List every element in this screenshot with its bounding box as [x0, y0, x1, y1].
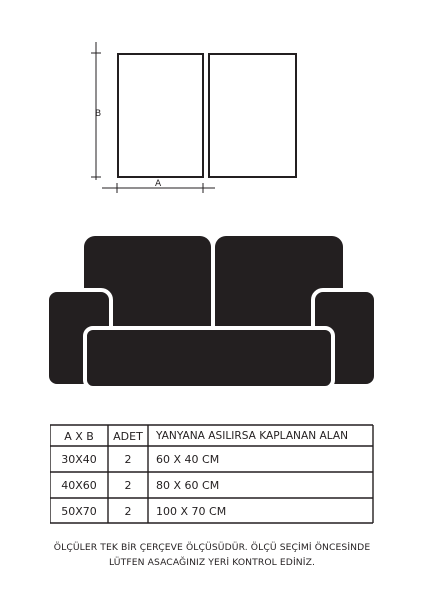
note-line-1: ÖLÇÜLER TEK BİR ÇERÇEVE ÖLÇÜSÜDÜR. ÖLÇÜ SEÇİMİ ÖNCESİNDE [53, 542, 371, 553]
table-row-1-count: 2 [124, 453, 132, 466]
header-adet: ADET [113, 429, 143, 443]
size-table [50, 424, 374, 524]
table-row-1-area: 60 X 40 CM [156, 453, 220, 466]
header-area: YANYANA ASILIRSA KAPLANAN ALAN [156, 430, 349, 442]
table-row-2-count: 2 [124, 479, 132, 492]
table-row-3-area: 100 X 70 CM [156, 504, 227, 518]
sofa-seat [85, 328, 333, 388]
table-row-3-count: 2 [124, 504, 132, 518]
panel-left [117, 53, 204, 178]
label-a: A [155, 179, 162, 189]
table-row-2-size: 40X60 [61, 479, 97, 492]
header-axb: A X B [64, 429, 94, 443]
panel-right [208, 53, 297, 178]
dimension-diagram [0, 0, 424, 200]
note-line-2: LÜTFEN ASACAĞINIZ YERİ KONTROL EDİNİZ. [109, 557, 315, 568]
table-row-3-size: 50X70 [61, 504, 97, 518]
sofa-illustration [0, 228, 424, 388]
table-row-1-size: 30X40 [61, 453, 97, 466]
label-b: B [95, 109, 102, 119]
table-row-2-area: 80 X 60 CM [156, 479, 220, 492]
